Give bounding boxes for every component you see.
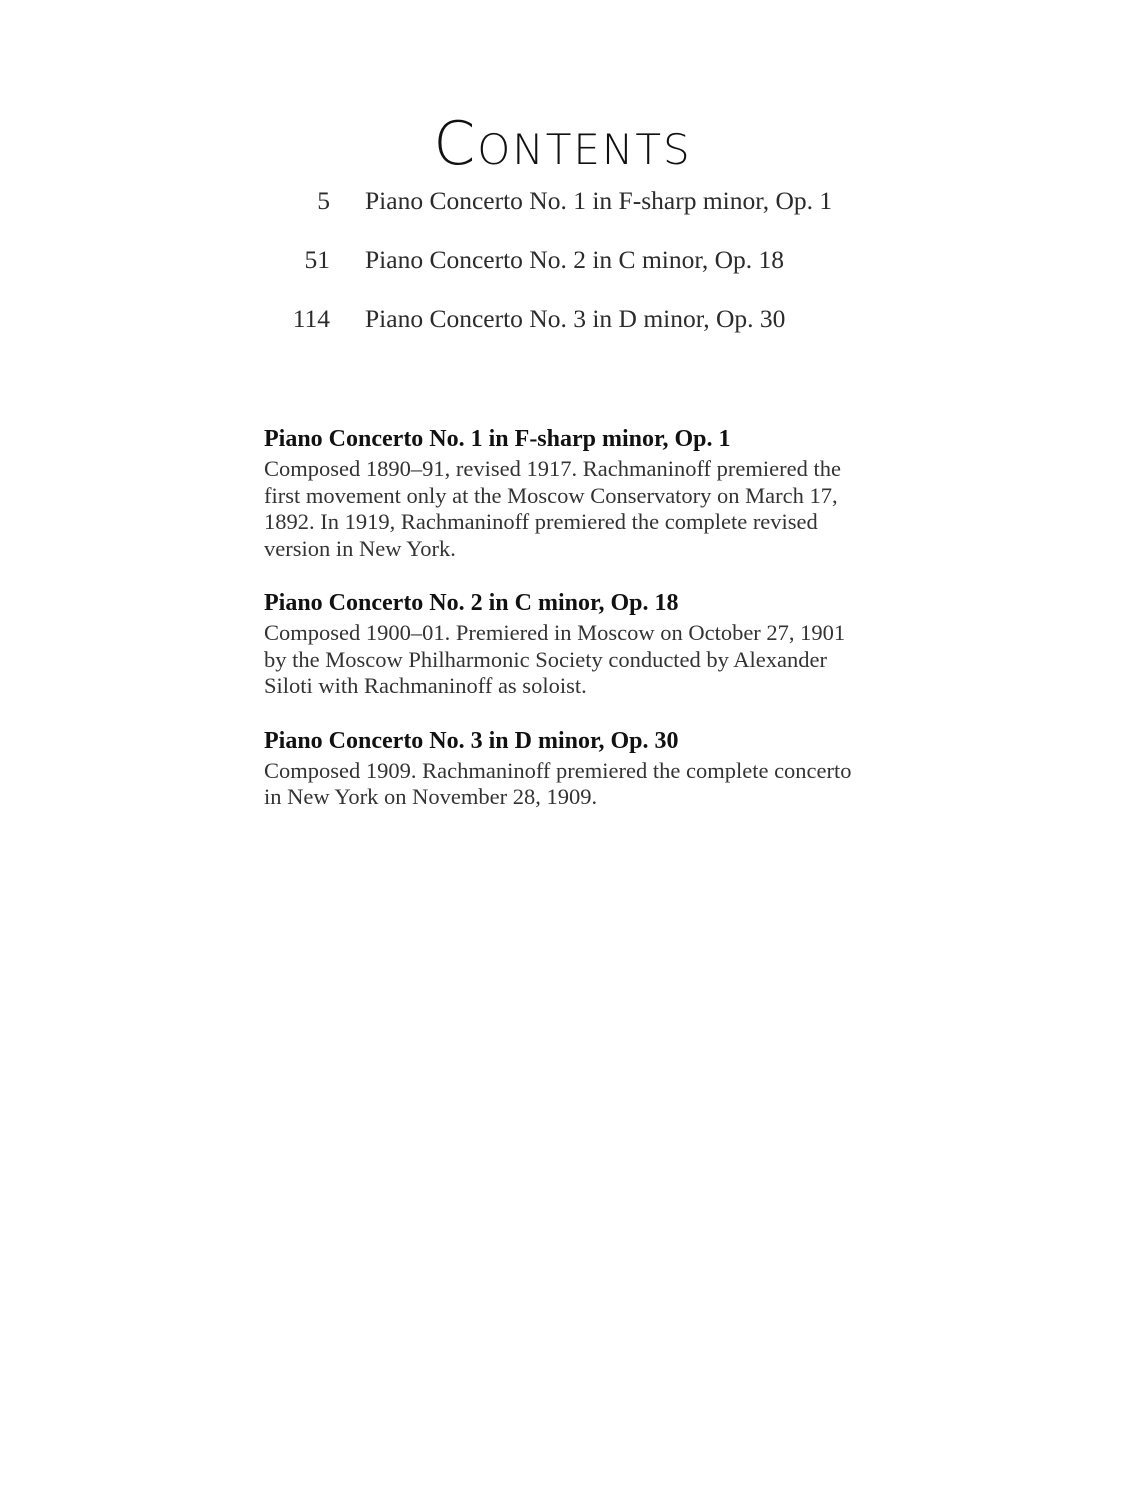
note-block (264, 726, 864, 811)
note-block (264, 588, 864, 700)
note-body: Composed 1900–01. Premiered in Moscow on October 27, 1901 by the Moscow Philharmonic Society conducted by Alexander Siloti with Rachmaninoff as soloist. (264, 620, 846, 698)
toc-entry-title: Piano Concerto No. 3 in D minor, Op. 30 (365, 304, 786, 333)
toc-entry[interactable] (0, 304, 1125, 363)
toc-page-number: 5 (317, 186, 330, 215)
note-body: Composed 1909. Rachmaninoff premiered the complete concerto in New York on November 28, 1909. (264, 757, 852, 809)
note-body: Composed 1890–91, revised 1917. Rachmaninoff premiered the first movement only at the Moscow Conservatory on March 17, 1892. In 1919, Rachmaninoff premiered the complete revised version in New York. (264, 456, 841, 561)
program-notes (264, 424, 864, 811)
toc-entry[interactable] (0, 186, 1125, 245)
table-of-contents (0, 186, 1125, 363)
note-block (264, 424, 864, 562)
toc-entry-title: Piano Concerto No. 2 in C minor, Op. 18 (365, 245, 784, 274)
toc-page-number: 51 (304, 245, 330, 274)
page-title: Contents (433, 109, 692, 180)
note-heading: Piano Concerto No. 1 in F-sharp minor, Op. 1 (264, 426, 731, 452)
note-heading: Piano Concerto No. 3 in D minor, Op. 30 (264, 727, 679, 754)
toc-entry[interactable] (0, 245, 1125, 304)
toc-entry-title: Piano Concerto No. 1 in F-sharp minor, Op. 1 (365, 186, 833, 215)
toc-page-number: 114 (292, 304, 330, 333)
note-heading: Piano Concerto No. 2 in C minor, Op. 18 (264, 590, 679, 616)
